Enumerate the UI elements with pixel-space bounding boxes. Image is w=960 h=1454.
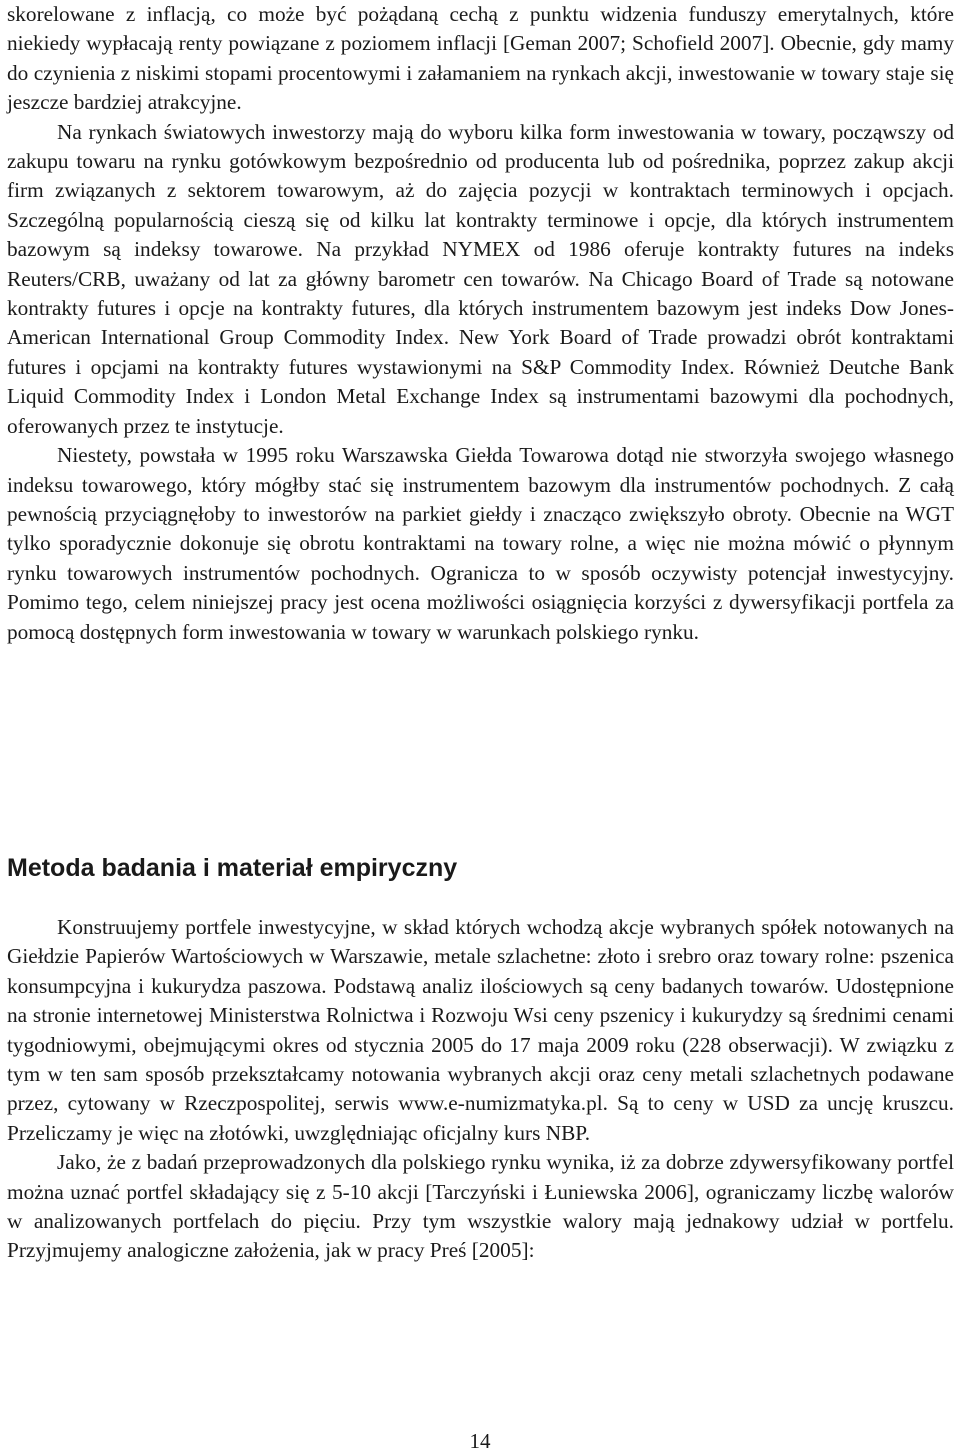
- document-body-top: [7, 0, 954, 647]
- document-body-section: [7, 913, 954, 1266]
- paragraph-wgt: Niestety, powstała w 1995 roku Warszawska Giełda Towarowa dotąd nie stworzyła swojego własnego indeksu towarowego, który mógłby stać się instrumentem bazowym dla instrumentów pochodnych. Z całą pewnością przyciągnęłoby to inwestorów na parkiet giełdy i znacząco zwiększyło obroty. Obecnie na WGT tylko sporadycznie dokonuje się obrotu kontraktami na towary rolne, a więc nie można mówić o płynnym rynku towarowych instrumentów pochodnych. Ogranicza to w sposób oczywisty potencjał inwestycyjny. Pomimo tego, celem niniejszej pracy jest ocena możliwości osiągnięcia korzyści z dywersyfikacji portfela za pomocą dostępnych form inwestowania w towary w warunkach polskiego rynku.: [7, 443, 954, 644]
- paragraph-portfolios: Konstruujemy portfele inwestycyjne, w skład których wchodzą akcje wybranych spółek notowanych na Giełdzie Papierów Wartościowych w Warszawie, metale szlachetne: złoto i srebro oraz towary rolne: pszenica konsumpcyjna i kukurydza paszowa. Podstawą analiz ilościowych są ceny badanych towarów. Udostępnione na stronie internetowej Ministerstwa Rolnictwa i Rozwoju Wsi ceny pszenicy i kukurydzy są średnimi cenami tygodniowymi, obejmującymi okres od stycznia 2005 do 17 maja 2009 roku (228 obserwacji). W związku z tym w ten sam sposób przekształcamy notowania wybranych akcji oraz ceny metali szlachetnych podawane przez, cytowany w Rzeczpospolitej, serwis www.e-numizmatyka.pl. Są to ceny w USD za uncję kruszcu. Przeliczamy je więc na złotówki, uwzględniając oficjalny kurs NBP.: [7, 915, 954, 1145]
- paragraph-continuation: skorelowane z inflacją, co może być pożądaną cechą z punktu widzenia funduszy emerytalnych, które niekiedy wypłacają renty powiązane z poziomem inflacji [Geman 2007; Schofield 2007]. Obecnie, gdy mamy do czynienia z niskimi stopami procentowymi i załamaniem na rynkach akcji, inwestowanie w towary staje się jeszcze bardziej atrakcyjne.: [7, 2, 954, 115]
- page-number: 14: [469, 1429, 491, 1453]
- section-heading: Metoda badania i materiał empiryczny: [7, 854, 458, 882]
- paragraph-commodity-markets: Na rynkach światowych inwestorzy mają do wyboru kilka form inwestowania w towary, począwszy od zakupu towaru na rynku gotówkowym bezpośrednio od producenta lub od pośrednika, poprzez zakup akcji firm związanych z sektorem towarowym, aż do zajęcia pozycji w kontraktach terminowych i opcjach. Szczególną popularnością cieszą się od kilku lat kontrakty terminowe i opcje, dla których instrumentem bazowym są indeksy towarowe. Na przykład NYMEX od 1986 oferuje kontrakty futures na indeks Reuters/CRB, uważany od lat za główny barometr cen towarów. Na Chicago Board of Trade są notowane kontrakty futures i opcje na kontrakty futures, dla których instrumentem bazowym jest indeks Dow Jones-American International Group Commodity Index. New York Board of Trade prowadzi obrót kontraktami futures i opcjami na kontrakty futures wystawionymi na S&P Commodity Index. Również Deutche Bank Liquid Commodity Index i London Metal Exchange Index są instrumentami bazowymi dla pochodnych, oferowanych przez te instytucje.: [7, 119, 954, 438]
- paragraph-diversification: Jako, że z badań przeprowadzonych dla polskiego rynku wynika, iż za dobrze zdywersyfikowany portfel można uznać portfel składający się z 5-10 akcji [Tarczyński i Łuniewska 2006], ograniczamy liczbę walorów w analizowanych portfelach do pięciu. Przy tym wszystkie walory mają jednakowy udział w portfelu. Przyjmujemy analogiczne założenia, jak w pracy Preś [2005]:: [7, 1150, 954, 1263]
